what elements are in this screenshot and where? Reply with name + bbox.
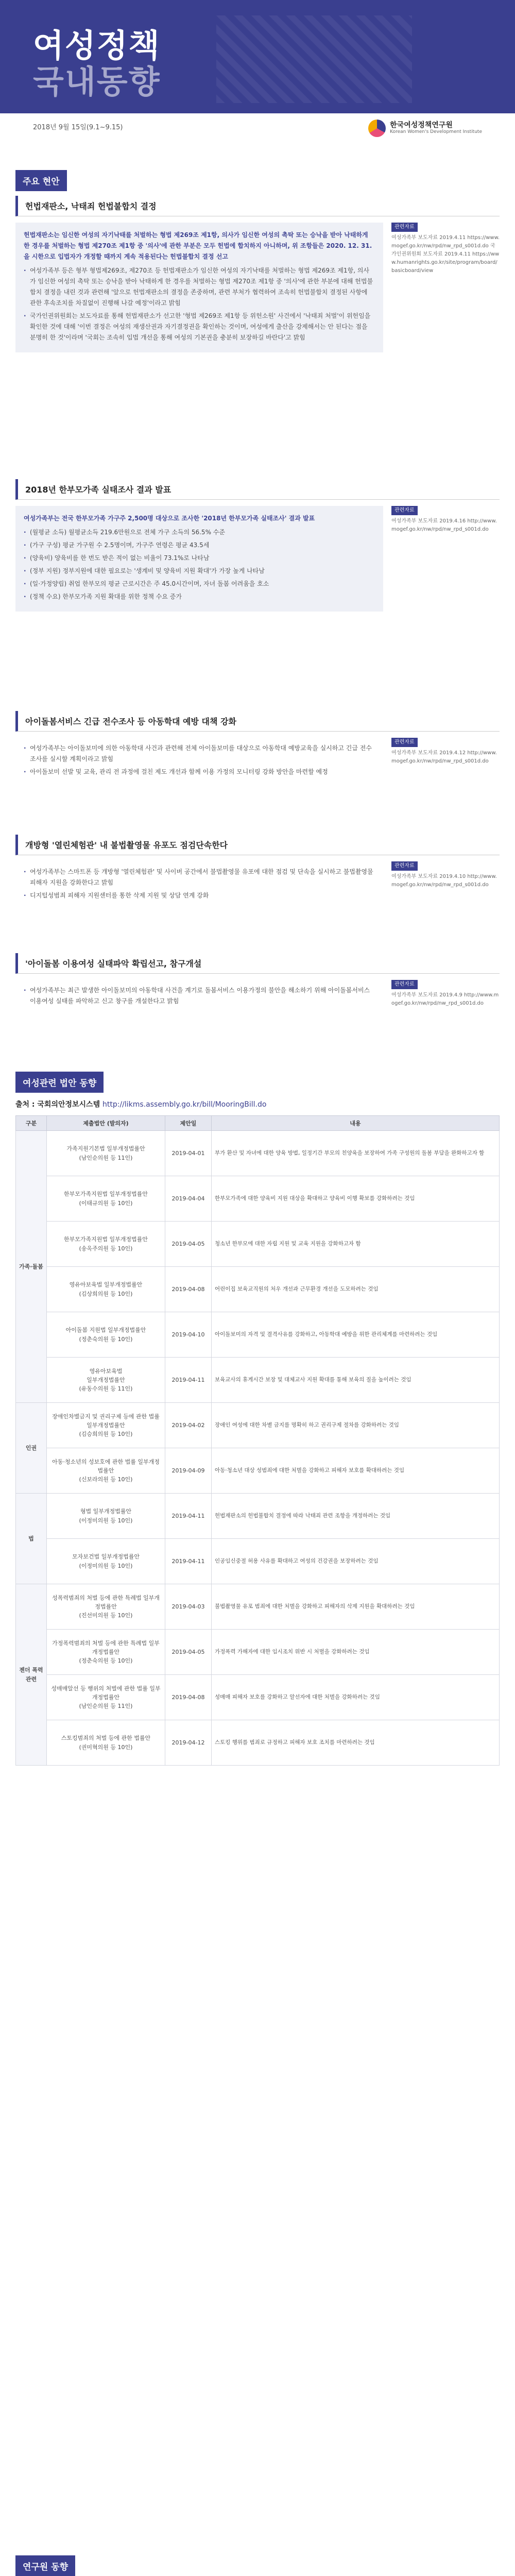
col-header-content: 내용 — [212, 1116, 500, 1131]
news-source — [391, 506, 500, 612]
section-legislation — [15, 1072, 500, 1766]
content-cell: 아동·청소년 대상 성범죄에 대한 처벌을 강화하고 피해자 보호를 확대하려는 것임 — [212, 1448, 500, 1494]
legislation-table — [15, 1115, 500, 1766]
content-cell: 어린이집 보육교직원의 처우 개선과 근무환경 개선을 도모하려는 것임 — [212, 1267, 500, 1312]
newsletter-title: 여성정책 — [33, 27, 161, 64]
category-cell: 가족·돌봄 — [16, 1131, 47, 1403]
content-cell: 스토킹 행위를 범죄로 규정하고 피해자 보호 조치를 마련하려는 것임 — [212, 1720, 500, 1766]
bill-cell: 성매매알선 등 행위의 처벌에 관한 법률 일부개정법률안 (남인순의원 등 11인) — [47, 1675, 165, 1720]
table-row — [16, 1403, 500, 1448]
content-cell: 아이돌보미의 자격 및 결격사유를 강화하고, 아동학대 예방을 위한 관리체계를 마련하려는 것임 — [212, 1312, 500, 1358]
section-main-issue — [15, 170, 500, 191]
bill-cell: 형법 일부개정법률안 (이정미의원 등 10인) — [47, 1494, 165, 1539]
bill-cell: 스토킹범죄의 처벌 등에 관한 법률안 (권미혁의원 등 10인) — [47, 1720, 165, 1766]
date-cell: 2019-04-12 — [165, 1720, 212, 1766]
source-tag: 관련자료 — [391, 738, 418, 747]
org-name-en: Korean Women's Development Institute — [390, 129, 482, 134]
logo-mark-icon — [368, 120, 386, 137]
source-link[interactable]: 여성가족부 보도자료 2019.4.16 http://www.mogef.go.kr/nw/rpd/nw_rpd_s001d.do — [391, 518, 497, 532]
source-tag: 관련자료 — [391, 861, 418, 871]
news-bullet: · (가구 구성) 평균 가구원 수 2.5명이며, 가구주 연령은 평균 43.5세 — [24, 540, 375, 551]
news-item-content — [15, 861, 383, 908]
table-row — [16, 1720, 500, 1766]
legislation-table-body — [16, 1131, 500, 1766]
col-header-bill: 제출법안 (발의자) — [47, 1116, 165, 1131]
section-heading: 주요 현안 — [15, 170, 67, 191]
bill-cell: 한부모가족지원법 일부개정법률안 (송옥주의원 등 10인) — [47, 1222, 165, 1267]
legislation-source — [15, 1099, 500, 1109]
bill-cell: 가족지원기본법 일부개정법률안 (남인순의원 등 11인) — [47, 1131, 165, 1176]
col-header-date: 제안일 — [165, 1116, 212, 1131]
date-cell: 2019-04-02 — [165, 1403, 212, 1448]
news-bullets — [24, 867, 375, 901]
bill-cell: 성폭력범죄의 처벌 등에 관한 특례법 일부개정법률안 (진선미의원 등 10인) — [47, 1584, 165, 1630]
news-bullet: · (정책 수요) 한부모가족 지원 확대를 위한 정책 수요 증가 — [24, 591, 375, 602]
org-name — [390, 122, 482, 134]
news-bullet: · 아이돌보미 선발 및 교육, 관리 전 과정에 걸친 제도 개선과 함께 이용 가정의 모니터링 강화 방안을 마련할 예정 — [24, 767, 375, 777]
news-source — [391, 980, 500, 1014]
news-item-body — [15, 506, 500, 612]
bill-cell: 한부모가족지원법 일부개정법률안 (이태규의원 등 10인) — [47, 1176, 165, 1222]
news-item-title: 헌법재판소, 낙태죄 헌법불합치 결정 — [15, 196, 500, 216]
news-item-body — [15, 223, 500, 352]
content-cell: 성매매 피해자 보호를 강화하고 알선자에 대한 처벌을 강화하려는 것임 — [212, 1675, 500, 1720]
content-cell: 한부모가족에 대한 양육비 지원 대상을 확대하고 양육비 이행 확보를 강화하려는 것임 — [212, 1176, 500, 1222]
source-link[interactable]: 여성가족부 보도자료 2019.4.9 http://www.mogef.go.kr/nw/rpd/nw_rpd_s001d.do — [391, 992, 499, 1006]
news-item-content — [15, 738, 383, 785]
section-heading: 여성관련 법안 동향 — [15, 1072, 104, 1093]
news-bullet: · 여성가족부는 스마트폰 등 개방형 '열린체험관' 및 사이버 공간에서 불법촬영물 유포에 대한 점검 및 단속을 실시하고 불법촬영물 피해자 지원을 강화한다고 밝힘 — [24, 867, 375, 888]
news-item-content — [15, 980, 383, 1014]
news-source — [391, 861, 500, 908]
date-cell: 2019-04-11 — [165, 1358, 212, 1403]
date-cell: 2019-04-01 — [165, 1131, 212, 1176]
category-cell: 인권 — [16, 1403, 47, 1494]
table-row — [16, 1131, 500, 1176]
source-tag: 관련자료 — [391, 223, 418, 232]
news-item-content — [15, 223, 383, 352]
content-cell: 부가 환산 및 자녀에 대한 양육 방법, 일정기간 부모의 친양육을 보장하여 가족 구성원의 돌봄 부담을 완화하고자 함 — [212, 1131, 500, 1176]
content-cell: 가정폭력 가해자에 대한 임시조치 위반 시 처벌을 강화하려는 것임 — [212, 1630, 500, 1675]
news-bullet: · (일·가정양립) 취업 한부모의 평균 근로시간은 주 45.0시간이며, 자녀 돌봄 어려움을 호소 — [24, 579, 375, 589]
news-bullet: · 디지털성범죄 피해자 지원센터를 통한 삭제 지원 및 상담 연계 강화 — [24, 890, 375, 901]
news-item — [15, 835, 500, 908]
table-row — [16, 1312, 500, 1358]
table-row — [16, 1584, 500, 1630]
date-cell: 2019-04-09 — [165, 1448, 212, 1494]
content-cell: 불법촬영물 유포 범죄에 대한 처벌을 강화하고 피해자의 삭제 지원을 확대하려는 것임 — [212, 1584, 500, 1630]
content-cell: 헌법재판소의 헌법불합치 결정에 따라 낙태죄 관련 조항을 개정하려는 것임 — [212, 1494, 500, 1539]
legislation-source-link[interactable]: http://likms.assembly.go.kr/bill/MooringBill.do — [102, 1100, 267, 1109]
bill-cell: 모자보건법 일부개정법률안 (이정미의원 등 10인) — [47, 1539, 165, 1584]
news-bullet: · (월평균 소득) 월평균소득 219.6만원으로 전체 가구 소득의 56.5% 수준 — [24, 527, 375, 538]
bill-cell: 영유아보육법 일부개정법률안 (김상희의원 등 10인) — [47, 1267, 165, 1312]
date-cell: 2019-04-11 — [165, 1494, 212, 1539]
news-bullets — [24, 265, 375, 343]
date-cell: 2019-04-10 — [165, 1312, 212, 1358]
col-header-category: 구분 — [16, 1116, 47, 1131]
category-cell: 법 — [16, 1494, 47, 1584]
bill-cell: 가정폭력범죄의 처벌 등에 관한 특례법 일부개정법률안 (정춘숙의원 등 10인) — [47, 1630, 165, 1675]
news-source — [391, 738, 500, 785]
news-bullet: · 여성가족부는 아이돌보미에 의한 아동학대 사건과 관련해 전체 아이돌보미를 대상으로 아동학대 예방교육을 실시하고 긴급 전수조사를 실시할 계획이라고 밝힘 — [24, 743, 375, 765]
date-cell: 2019-04-03 — [165, 1584, 212, 1630]
table-row — [16, 1358, 500, 1403]
news-item — [15, 711, 500, 785]
legislation-source-label: 출처 : 국회의안정보시스템 — [15, 1100, 100, 1109]
news-bullets — [24, 527, 375, 602]
bill-cell: 영유아보육법 일부개정법률안 (유동수의원 등 11인) — [47, 1358, 165, 1403]
news-item — [15, 953, 500, 1014]
date-cell: 2019-04-05 — [165, 1630, 212, 1675]
source-tag: 관련자료 — [391, 980, 418, 989]
table-row — [16, 1222, 500, 1267]
bill-cell: 아이돌봄 지원법 일부개정법률안 (정춘숙의원 등 10인) — [47, 1312, 165, 1358]
news-bullet: · 국가인권위원회는 보도자료를 통해 헌법재판소가 선고한 '형법 제269조 제1항 등 위헌소원' 사건에서 '낙태죄 처벌'이 위헌임을 확인한 것에 대해 '이번 결정은 여성의 재생산권과 자기결정권을 확인하는 것이며, 여성에게 출산을 강제해서는 안 된다는 점을 분명히 한 것'이라며 '국회는 조속히 입법 개선을 통해 여성의 기본권을 충분히 보장하길 바란다'고 밝힘 — [24, 311, 375, 343]
date-cell: 2019-04-04 — [165, 1176, 212, 1222]
source-link[interactable]: 여성가족부 보도자료 2019.4.11 https://www.mogef.go.kr/nw/rpd/nw_rpd_s001d.do 국가인권위원회 보도자료 2019.4.11 https://www.humanrights.go.kr/site/program/board/basicboard/view — [391, 235, 500, 274]
content-cell: 보육교사의 휴게시간 보장 및 대체교사 지원 확대를 통해 보육의 질을 높이려는 것임 — [212, 1358, 500, 1403]
content-cell: 장애인 여성에 대한 차별 금지를 명확히 하고 권리구제 절차를 강화하려는 것임 — [212, 1403, 500, 1448]
news-item-body — [15, 980, 500, 1014]
bill-cell: 장애인차별금지 및 권리구제 등에 관한 법률 일부개정법률안 (김승희의원 등 10인) — [47, 1403, 165, 1448]
news-item-body — [15, 861, 500, 908]
content-cell: 인공임신중절 허용 사유를 확대하고 여성의 건강권을 보장하려는 것임 — [212, 1539, 500, 1584]
news-item-title: 아이돌봄서비스 긴급 전수조사 등 아동학대 예방 대책 강화 — [15, 711, 500, 732]
source-tag: 관련자료 — [391, 506, 418, 515]
date-cell: 2019-04-08 — [165, 1675, 212, 1720]
category-cell: 젠더 폭력 관련 — [16, 1584, 47, 1766]
source-link[interactable]: 여성가족부 보도자료 2019.4.10 http://www.mogef.go.kr/nw/rpd/nw_rpd_s001d.do — [391, 874, 497, 888]
date-cell: 2019-04-05 — [165, 1222, 212, 1267]
table-header-row — [16, 1116, 500, 1131]
newsletter-subtitle: 국내동향 — [33, 63, 161, 100]
date-cell: 2019-04-11 — [165, 1539, 212, 1584]
content-cell: 청소년 한부모에 대한 자립 지원 및 교육 지원을 강화하고자 함 — [212, 1222, 500, 1267]
table-row — [16, 1539, 500, 1584]
news-item-title: '아이돌봄 이용여성 실태파악 확립선고, 참구개설 — [15, 953, 500, 974]
header-decoration — [216, 15, 412, 103]
section-research — [15, 2555, 500, 2576]
org-logo — [368, 120, 482, 137]
news-bullet: · 여성가족부는 최근 발생한 아이돌보미의 아동학대 사건을 계기로 돌봄서비스 이용가정의 불안을 해소하기 위해 아이돌봄서비스 이용여성 실태를 파악하고 신고 창구를 개설한다고 밝힘 — [24, 985, 375, 1007]
news-item-content — [15, 506, 383, 612]
news-item-body — [15, 738, 500, 785]
header-banner — [0, 0, 515, 147]
table-row — [16, 1494, 500, 1539]
news-bullets — [24, 743, 375, 777]
news-source — [391, 223, 500, 352]
news-item — [15, 479, 500, 612]
issue-date: 2018년 9월 15일(9.1~9.15) — [33, 124, 123, 131]
news-lead: 여성가족부는 전국 한부모가족 가구주 2,500명 대상으로 조사한 '2018년 한부모가족 실태조사' 결과 발표 — [24, 515, 315, 522]
table-row — [16, 1176, 500, 1222]
news-bullets — [24, 985, 375, 1007]
news-item-title: 2018년 한부모가족 실태조사 결과 발표 — [15, 479, 500, 500]
news-item-title: 개방형 '열린체험관' 내 불법촬영물 유포도 점검단속한다 — [15, 835, 500, 855]
source-link[interactable]: 여성가족부 보도자료 2019.4.12 http://www.mogef.go.kr/nw/rpd/nw_rpd_s001d.do — [391, 750, 497, 764]
news-lead: 헌법재판소는 임신한 여성의 자기낙태를 처벌하는 형법 제269조 제1항, 의사가 임신한 여성의 촉탁 또는 승낙을 받아 낙태하게 한 경우를 처벌하는 형법 제270조 제1항 중 '의사'에 관한 부분은 모두 헌법에 합치하지 아니하며, 위 조항들은 2020. 12. 31.을 시한으로 입법자가 개정할 때까지 계속 적용된다는 헌법불합치 결정 선고 — [24, 231, 372, 260]
news-bullet: · (양육비) 양육비를 한 번도 받은 적이 없는 비율이 73.1%로 나타남 — [24, 553, 375, 564]
date-cell: 2019-04-08 — [165, 1267, 212, 1312]
table-row — [16, 1630, 500, 1675]
org-name-ko: 한국여성정책연구원 — [390, 121, 453, 130]
table-row — [16, 1448, 500, 1494]
table-row — [16, 1267, 500, 1312]
news-bullet: · (정부 지원) 정부지원에 대한 필요로는 '생계비 및 양육비 지원 확대'가 가장 높게 나타남 — [24, 566, 375, 577]
table-row — [16, 1675, 500, 1720]
bill-cell: 아동·청소년의 성보호에 관한 법률 일부개정법률안 (신보라의원 등 10인) — [47, 1448, 165, 1494]
section-heading: 연구원 동향 — [15, 2555, 75, 2576]
news-item — [15, 196, 500, 352]
news-bullet: · 여성가족부 등은 형부 형법제269조, 제270조 등 헌법재판소가 임신한 여성의 자기낙태를 처벌하는 형법 제269조 제1항, 의사가 임신한 여성의 촉탁 또는 승낙을 받아 낙태하게 한 경우를 처벌하는 형법 제270조 제1항 중 '의사'에 관한 부분에 대해 헌법불합치 결정을 내린 것과 관련해 '앞으로 헌법재판소의 결정을 존중하며, 관련 부처가 협력하여 조속히 헌법불합치 결정된 사항에 관한 후속조치를 차질없이 진행해 나갈 예정'이라고 밝힘 — [24, 265, 375, 309]
